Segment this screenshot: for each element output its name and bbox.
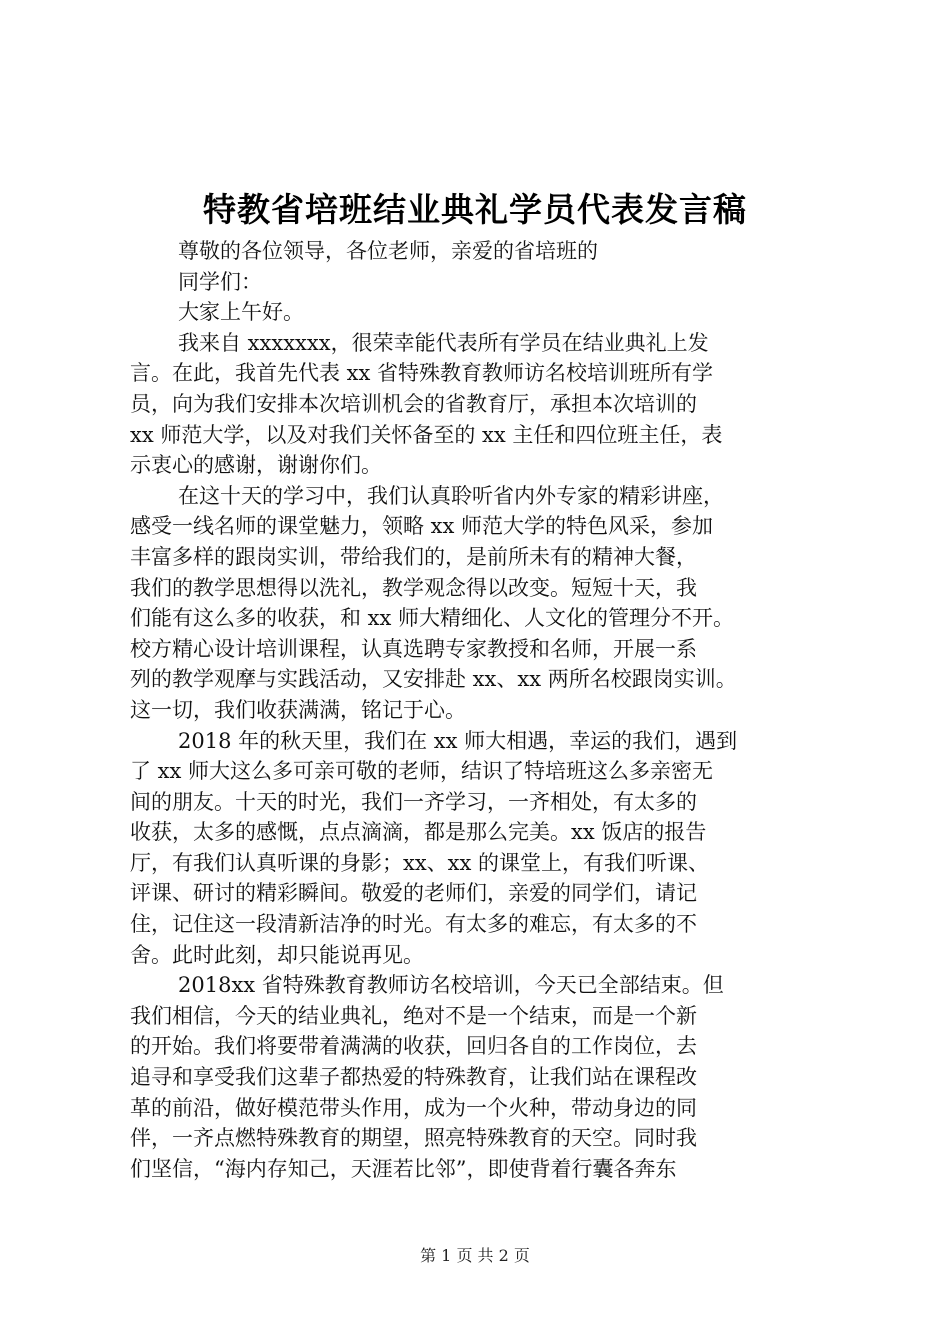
body-line: 间的朋友。十天的时光，我们一齐学习，一齐相处，有太多的 — [130, 789, 697, 814]
body-line: 列的教学观摩与实践活动，又安排赴 xx、xx 两所名校跟岗实训。 — [130, 667, 737, 692]
body-line: 丰富多样的跟岗实训，带给我们的，是前所未有的精神大餐， — [130, 544, 697, 569]
body-line: 的开始。我们将要带着满满的收获，回归各自的工作岗位，去 — [130, 1034, 697, 1059]
page-footer: 第 1 页 共 2 页 — [420, 1246, 530, 1265]
body-line: 了 xx 师大这么多可亲可敬的老师，结识了特培班这么多亲密无 — [130, 759, 714, 784]
body-line: 住，记住这一段清新洁净的时光。有太多的难忘，有太多的不 — [130, 912, 697, 937]
body-line: 伴，一齐点燃特殊教育的期望，照亮特殊教育的天空。同时我 — [130, 1126, 697, 1151]
body-line: 我来自 xxxxxxx，很荣幸能代表所有学员在结业典礼上发 — [178, 330, 709, 355]
body-line: 校方精心设计培训课程，认真选聘专家教授和名师，开展一系 — [130, 636, 697, 661]
body-line: 2018xx 省特殊教育教师访名校培训，今天已全部结束。但 — [178, 973, 724, 998]
body-line: 这一切，我们收获满满，铭记于心。 — [130, 697, 466, 722]
body-line: 舍。此时此刻，却只能说再见。 — [130, 942, 424, 967]
body-line: 尊敬的各位领导，各位老师，亲爱的省培班的 — [178, 239, 598, 263]
body-line: 收获，太多的感慨，点点滴滴，都是那么完美。xx 饭店的报告 — [130, 820, 707, 845]
body-line: 感受一线名师的课堂魅力，领略 xx 师范大学的特色风采，参加 — [130, 514, 714, 539]
body-line: 言。在此，我首先代表 xx 省特殊教育教师访名校培训班所有学 — [130, 361, 714, 386]
body-line: 追寻和享受我们这辈子都热爱的特殊教育，让我们站在课程改 — [130, 1065, 697, 1090]
body-line: 们坚信，“海内存知己，天涯若比邻”，即使背着行囊各奔东 — [130, 1156, 677, 1181]
document-title: 特教省培班结业典礼学员代表发言稿 — [203, 190, 747, 229]
body-line: 大家上午好。 — [178, 300, 304, 325]
body-line: 我们相信，今天的结业典礼，绝对不是一个结束，而是一个新 — [130, 1003, 697, 1028]
document-body — [130, 236, 830, 1184]
body-line: 革的前沿，做好模范带头作用，成为一个火种，带动身边的同 — [130, 1095, 697, 1120]
body-line: 示衷心的感谢，谢谢你们。 — [130, 453, 382, 478]
body-line: 在这十天的学习中，我们认真聆听省内外专家的精彩讲座， — [178, 483, 724, 508]
body-line: 们能有这么多的收获，和 xx 师大精细化、人文化的管理分不开。 — [130, 606, 735, 631]
body-line: 评课、研讨的精彩瞬间。敬爱的老师们，亲爱的同学们，请记 — [130, 881, 697, 906]
body-line: 同学们： — [178, 269, 262, 294]
body-line: 员，向为我们安排本次培训机会的省教育厅，承担本次培训的 — [130, 391, 697, 416]
body-line: 2018 年的秋天里，我们在 xx 师大相遇，幸运的我们，遇到 — [178, 728, 738, 753]
body-line: 我们的教学思想得以洗礼，教学观念得以改变。短短十天，我 — [130, 575, 697, 600]
body-line: xx 师范大学，以及对我们关怀备至的 xx 主任和四位班主任，表 — [130, 422, 723, 447]
body-line: 厅，有我们认真听课的身影；xx、xx 的课堂上，有我们听课、 — [130, 850, 710, 875]
